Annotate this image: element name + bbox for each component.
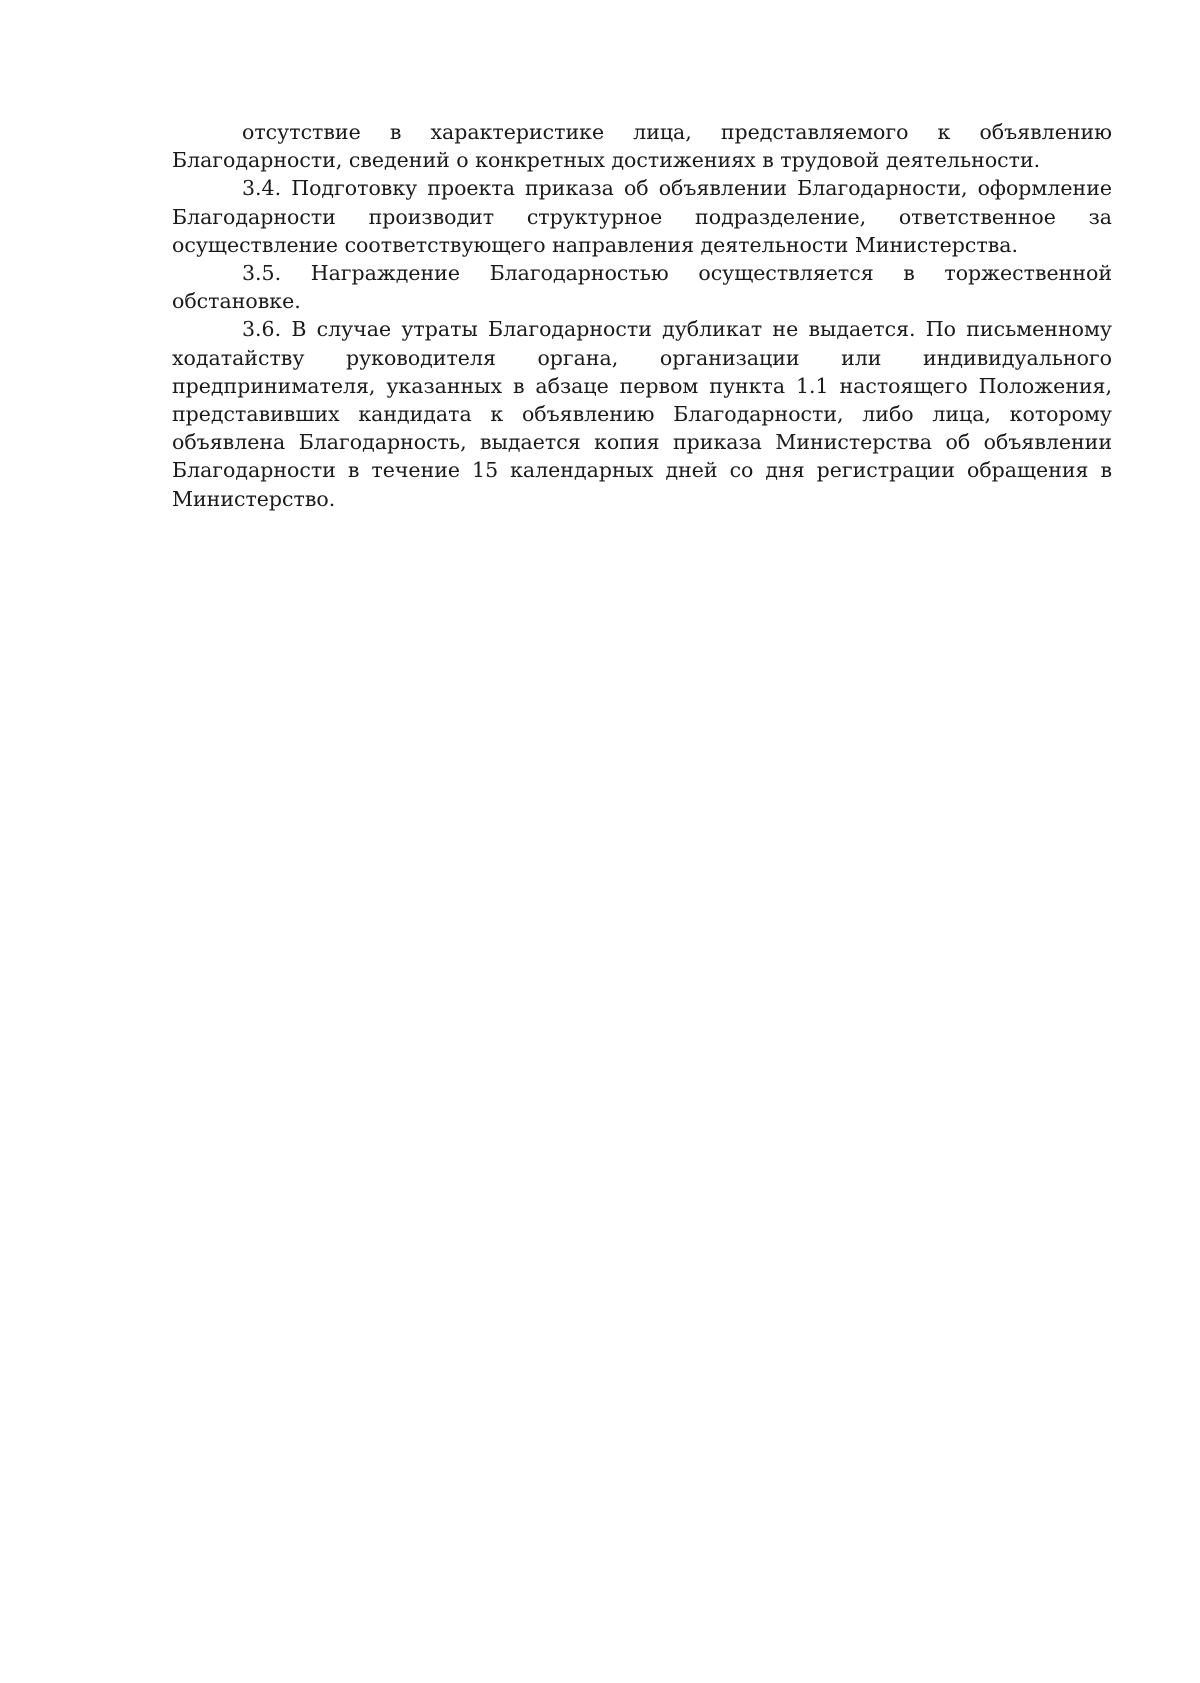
document-body (172, 118, 1112, 513)
paragraph-3-4: 3.4. Подготовку проекта приказа об объявлении Благодарности, оформление Благодарности производит структурное подразделение, ответственное за осуществление соответствующего направления деятельности Министерства. (172, 176, 1112, 257)
paragraph-missing-achievements: отсутствие в характеристике лица, представляемого к объявлению Благодарности, сведений о конкретных достижениях в трудовой деятельности. (172, 120, 1112, 173)
paragraph-3-5: 3.5. Награждение Благодарностью осуществляется в торжественной обстановке. (172, 261, 1112, 314)
paragraph-3-6: 3.6. В случае утраты Благодарности дубликат не выдается. По письменному ходатайству руководителя органа, организации или индивидуального предпринимателя, указанных в абзаце первом пункта 1.1 настоящего Положения, представивших кандидата к объявлению Благодарности, либо лица, которому объявлена Благодарность, выдается копия приказа Министерства об объявлении Благодарности в течение 15 календарных дней со дня регистрации обращения в Министерство. (172, 317, 1112, 511)
